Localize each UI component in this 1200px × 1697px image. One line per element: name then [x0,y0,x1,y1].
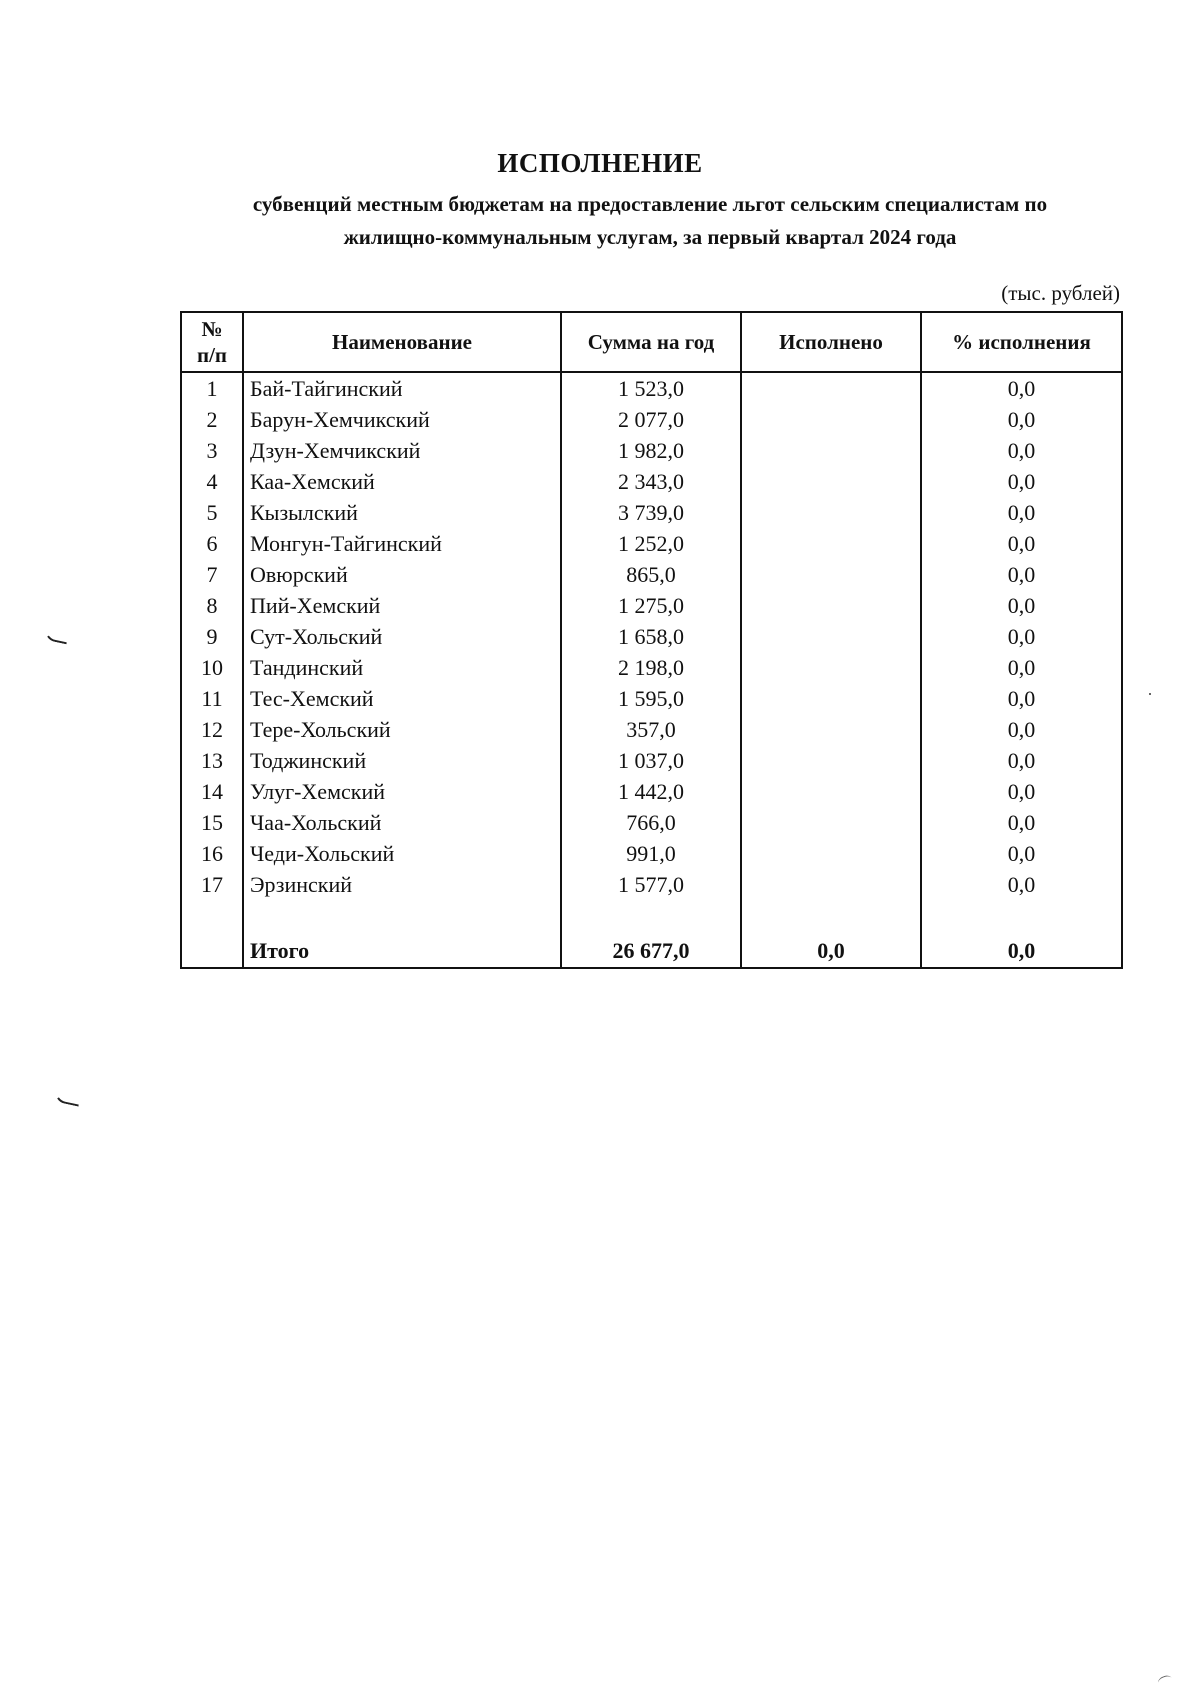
total-sum: 26 677,0 [561,934,741,968]
cell-name: Тес-Хемский [243,683,561,714]
table-spacer-row [181,900,1122,934]
table-row [181,528,1122,559]
cell-sum: 1 982,0 [561,435,741,466]
table-row [181,497,1122,528]
cell-name: Барун-Хемчикский [243,404,561,435]
cell-name: Чаа-Хольский [243,807,561,838]
execution-table [180,311,1123,969]
cell-sum: 1 275,0 [561,590,741,621]
cell-num: 2 [181,404,243,435]
cell-num: 8 [181,590,243,621]
cell-exec [741,497,921,528]
cell-num: 14 [181,776,243,807]
table-row [181,745,1122,776]
cell-exec [741,528,921,559]
cell-sum: 2 343,0 [561,466,741,497]
scan-speck [1149,693,1151,695]
cell-pct: 0,0 [921,683,1122,714]
table-row [181,807,1122,838]
cell-num: 4 [181,466,243,497]
cell-name: Тоджинский [243,745,561,776]
cell-pct: 0,0 [921,714,1122,745]
cell-pct: 0,0 [921,621,1122,652]
table-row [181,621,1122,652]
total-exec: 0,0 [741,934,921,968]
cell-sum: 1 523,0 [561,372,741,404]
cell-name: Овюрский [243,559,561,590]
cell-sum: 865,0 [561,559,741,590]
table-row [181,683,1122,714]
cell-name: Тандинский [243,652,561,683]
table-row [181,466,1122,497]
cell-pct: 0,0 [921,869,1122,900]
cell-name: Дзун-Хемчикский [243,435,561,466]
document-subtitle [170,188,1130,254]
cell-num: 15 [181,807,243,838]
cell-name: Чеди-Хольский [243,838,561,869]
cell-num: 5 [181,497,243,528]
total-num [181,934,243,968]
cell-num: 9 [181,621,243,652]
cell-exec [741,838,921,869]
corner-scribble [1157,1674,1173,1687]
cell-pct: 0,0 [921,559,1122,590]
cell-num: 16 [181,838,243,869]
cell-exec [741,869,921,900]
spacer-cell [561,900,741,934]
cell-num: 13 [181,745,243,776]
cell-sum: 766,0 [561,807,741,838]
cell-exec [741,435,921,466]
cell-pct: 0,0 [921,838,1122,869]
cell-pct: 0,0 [921,466,1122,497]
cell-name: Монгун-Тайгинский [243,528,561,559]
table-total-row [181,934,1122,968]
cell-name: Пий-Хемский [243,590,561,621]
cell-num: 6 [181,528,243,559]
cell-sum: 1 037,0 [561,745,741,776]
table-header-row [181,312,1122,372]
cell-pct: 0,0 [921,776,1122,807]
table-row [181,776,1122,807]
spacer-cell [741,900,921,934]
subtitle-line-2: жилищно-коммунальным услугам, за первый квартал 2024 года [343,225,957,249]
cell-exec [741,404,921,435]
header-sum: Сумма на год [561,312,741,372]
cell-num: 3 [181,435,243,466]
cell-name: Каа-Хемский [243,466,561,497]
cell-num: 1 [181,372,243,404]
cell-exec [741,372,921,404]
cell-num: 11 [181,683,243,714]
cell-sum: 1 252,0 [561,528,741,559]
table-row [181,590,1122,621]
cell-exec [741,559,921,590]
table-row [181,435,1122,466]
cell-pct: 0,0 [921,497,1122,528]
table-row [181,559,1122,590]
header-num [181,312,243,372]
margin-pen-mark [53,1089,81,1106]
cell-exec [741,714,921,745]
table-body [181,372,1122,968]
units-label: (тыс. рублей) [1001,281,1120,305]
cell-pct: 0,0 [921,745,1122,776]
margin-pen-mark [43,628,69,645]
cell-pct: 0,0 [921,528,1122,559]
cell-num: 17 [181,869,243,900]
cell-sum: 1 658,0 [561,621,741,652]
cell-exec [741,683,921,714]
cell-exec [741,807,921,838]
cell-name: Сут-Хольский [243,621,561,652]
cell-pct: 0,0 [921,652,1122,683]
cell-pct: 0,0 [921,435,1122,466]
header-pct: % исполнения [921,312,1122,372]
cell-name: Кызылский [243,497,561,528]
cell-pct: 0,0 [921,404,1122,435]
cell-sum: 2 077,0 [561,404,741,435]
cell-num: 10 [181,652,243,683]
cell-sum: 357,0 [561,714,741,745]
cell-name: Тере-Хольский [243,714,561,745]
cell-exec [741,621,921,652]
cell-pct: 0,0 [921,372,1122,404]
spacer-cell [921,900,1122,934]
header-exec: Исполнено [741,312,921,372]
table-row [181,869,1122,900]
subtitle-line-1: субвенций местным бюджетам на предоставление льгот сельским специалистам по [252,192,1048,216]
cell-sum: 1 442,0 [561,776,741,807]
cell-sum: 1 577,0 [561,869,741,900]
cell-exec [741,652,921,683]
cell-sum: 3 739,0 [561,497,741,528]
cell-sum: 991,0 [561,838,741,869]
cell-pct: 0,0 [921,807,1122,838]
spacer-cell [181,900,243,934]
cell-pct: 0,0 [921,590,1122,621]
document-title: ИСПОЛНЕНИЕ [497,148,703,178]
cell-exec [741,466,921,497]
spacer-cell [243,900,561,934]
table-row [181,838,1122,869]
cell-name: Улуг-Хемский [243,776,561,807]
cell-name: Эрзинский [243,869,561,900]
table-row [181,714,1122,745]
cell-num: 12 [181,714,243,745]
cell-num: 7 [181,559,243,590]
cell-name: Бай-Тайгинский [243,372,561,404]
table-row [181,652,1122,683]
cell-sum: 1 595,0 [561,683,741,714]
cell-exec [741,745,921,776]
table-row [181,372,1122,404]
total-label: Итого [243,934,561,968]
cell-exec [741,590,921,621]
table-row [181,404,1122,435]
header-num-line-1: № [201,317,223,341]
header-num-line-2: п/п [196,343,228,367]
header-name: Наименование [243,312,561,372]
cell-sum: 2 198,0 [561,652,741,683]
total-pct: 0,0 [921,934,1122,968]
cell-exec [741,776,921,807]
